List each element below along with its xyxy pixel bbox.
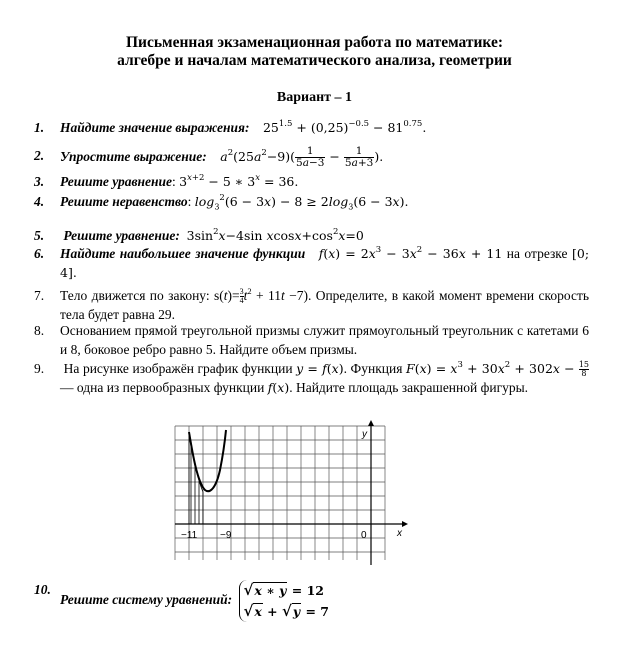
task-number: 1. — [34, 120, 45, 135]
task-text: Тело движется по закону: s( — [60, 288, 224, 303]
x-label-minus-9: −9 — [220, 530, 232, 541]
task-label: Решите уравнение: — [63, 228, 180, 243]
task-3: 3. Решите уравнение: $3^{x+2} - 5$ ∗ $3^x = 36$. — [34, 173, 299, 189]
task-label: Упростите выражение: — [60, 149, 207, 164]
task-number: 9. — [34, 361, 45, 376]
task-number: 8. — [34, 323, 45, 338]
x-label-minus-11: −11 — [181, 530, 198, 541]
task-label: Найдите наибольшее значение функции — [60, 246, 306, 261]
task-8 — [34, 321, 589, 359]
task-9: 9. На рисунке изображён график функции y = f(x). Функция $F(x) = x^3 + 30x^2 + 302x$ − $\frac{15}{8}$ — одна из первообразных функции f(x). Найдите площадь закрашенной фигуры. — [34, 360, 590, 395]
equation: $3^{x+2} - 5$ ∗ $3^x = 36$. — [179, 173, 299, 189]
interval: [0; 4]. — [60, 246, 590, 280]
task-4: 4. Решите неравенство: $\log_3^2(6 - 3x) - 8 \ge 2\log_3(6 - 3x)$. — [34, 193, 409, 212]
equation: $3\sin^2x-4\sin$ $xcosx+\cos^2x=0$ — [186, 227, 364, 243]
task-number: 7. — [34, 288, 45, 303]
task-10 — [34, 580, 589, 622]
task-text: Основанием прямой треугольной призмы служит прямоугольный треугольник с катетами 6 и 8, боковое ребро равно 5. Найдите объем призмы. — [60, 323, 589, 357]
task-number: 4. — [34, 194, 45, 209]
task-number: 2. — [34, 148, 45, 163]
task-label: Решите неравенство — [60, 194, 188, 209]
grid — [175, 426, 385, 560]
expression: $25^{1.5} + (0,25)^{-0.5} - 81^{0.75}$. — [262, 119, 427, 135]
title-line-1: Письменная экзаменационная работа по математике: — [125, 34, 504, 51]
y-axis-name: y — [362, 429, 367, 440]
expression: $a^2(25a^2-9)$( $\frac{1}{5a-3}$ − $\frac{1}{5a+3}$ ). — [220, 145, 384, 169]
task-5 — [34, 226, 589, 245]
equation-2-rhs: = 7 — [305, 604, 330, 619]
task-text-d: . Найдите площадь закрашенной фигуры. — [289, 380, 529, 395]
task-text: На рисунке изображён график функции — [63, 361, 293, 376]
task-text-cont: ). Определите, в какой момент времени скорость тела будет равна 29. — [60, 288, 589, 323]
function: $f(x) = 2x^3 - 3x^2 - 36x + 11$ — [318, 245, 503, 261]
task-6 — [34, 244, 589, 282]
task-2 — [34, 146, 589, 169]
x-axis-name: x — [397, 528, 402, 539]
inequality: $\log_3^2(6 - 3x) - 8 \ge 2\log_3(6 - 3x)$. — [194, 193, 409, 212]
task-number: 5. — [34, 228, 45, 243]
task-1 — [34, 118, 589, 137]
task-text-b: . Функция — [343, 361, 403, 376]
x-label-zero: 0 — [361, 530, 367, 541]
task-text-c: — одна из первообразных функции — [60, 380, 265, 395]
equation-system: √x ∗ y = 12 √x + √y = 7 — [239, 580, 330, 622]
task-number: 10. — [34, 582, 51, 597]
task-label: Решите уравнение — [60, 174, 173, 189]
task-7: 7. Тело движется по закону: s(t)= $\frac{3}{4}$ $t^2 + 11t -7$). Определите, в какой момент времени скорость тела будет равна 29. — [34, 286, 589, 323]
task-number: 3. — [34, 174, 45, 189]
function-graph — [170, 420, 410, 570]
y-axis-arrow — [368, 420, 374, 426]
task-number: 6. — [34, 246, 45, 261]
x-axis-arrow — [402, 521, 408, 527]
equation-1-rhs: = 12 — [291, 583, 325, 598]
variant-heading: Вариант – 1 — [276, 90, 353, 105]
task-label: Решите систему уравнений: — [60, 592, 233, 608]
title-line-2: алгебре и началам математического анализа, геометрии — [117, 52, 512, 69]
task-label: Найдите значение выражения: — [60, 120, 250, 135]
task-tail: на отрезке — [506, 246, 568, 261]
